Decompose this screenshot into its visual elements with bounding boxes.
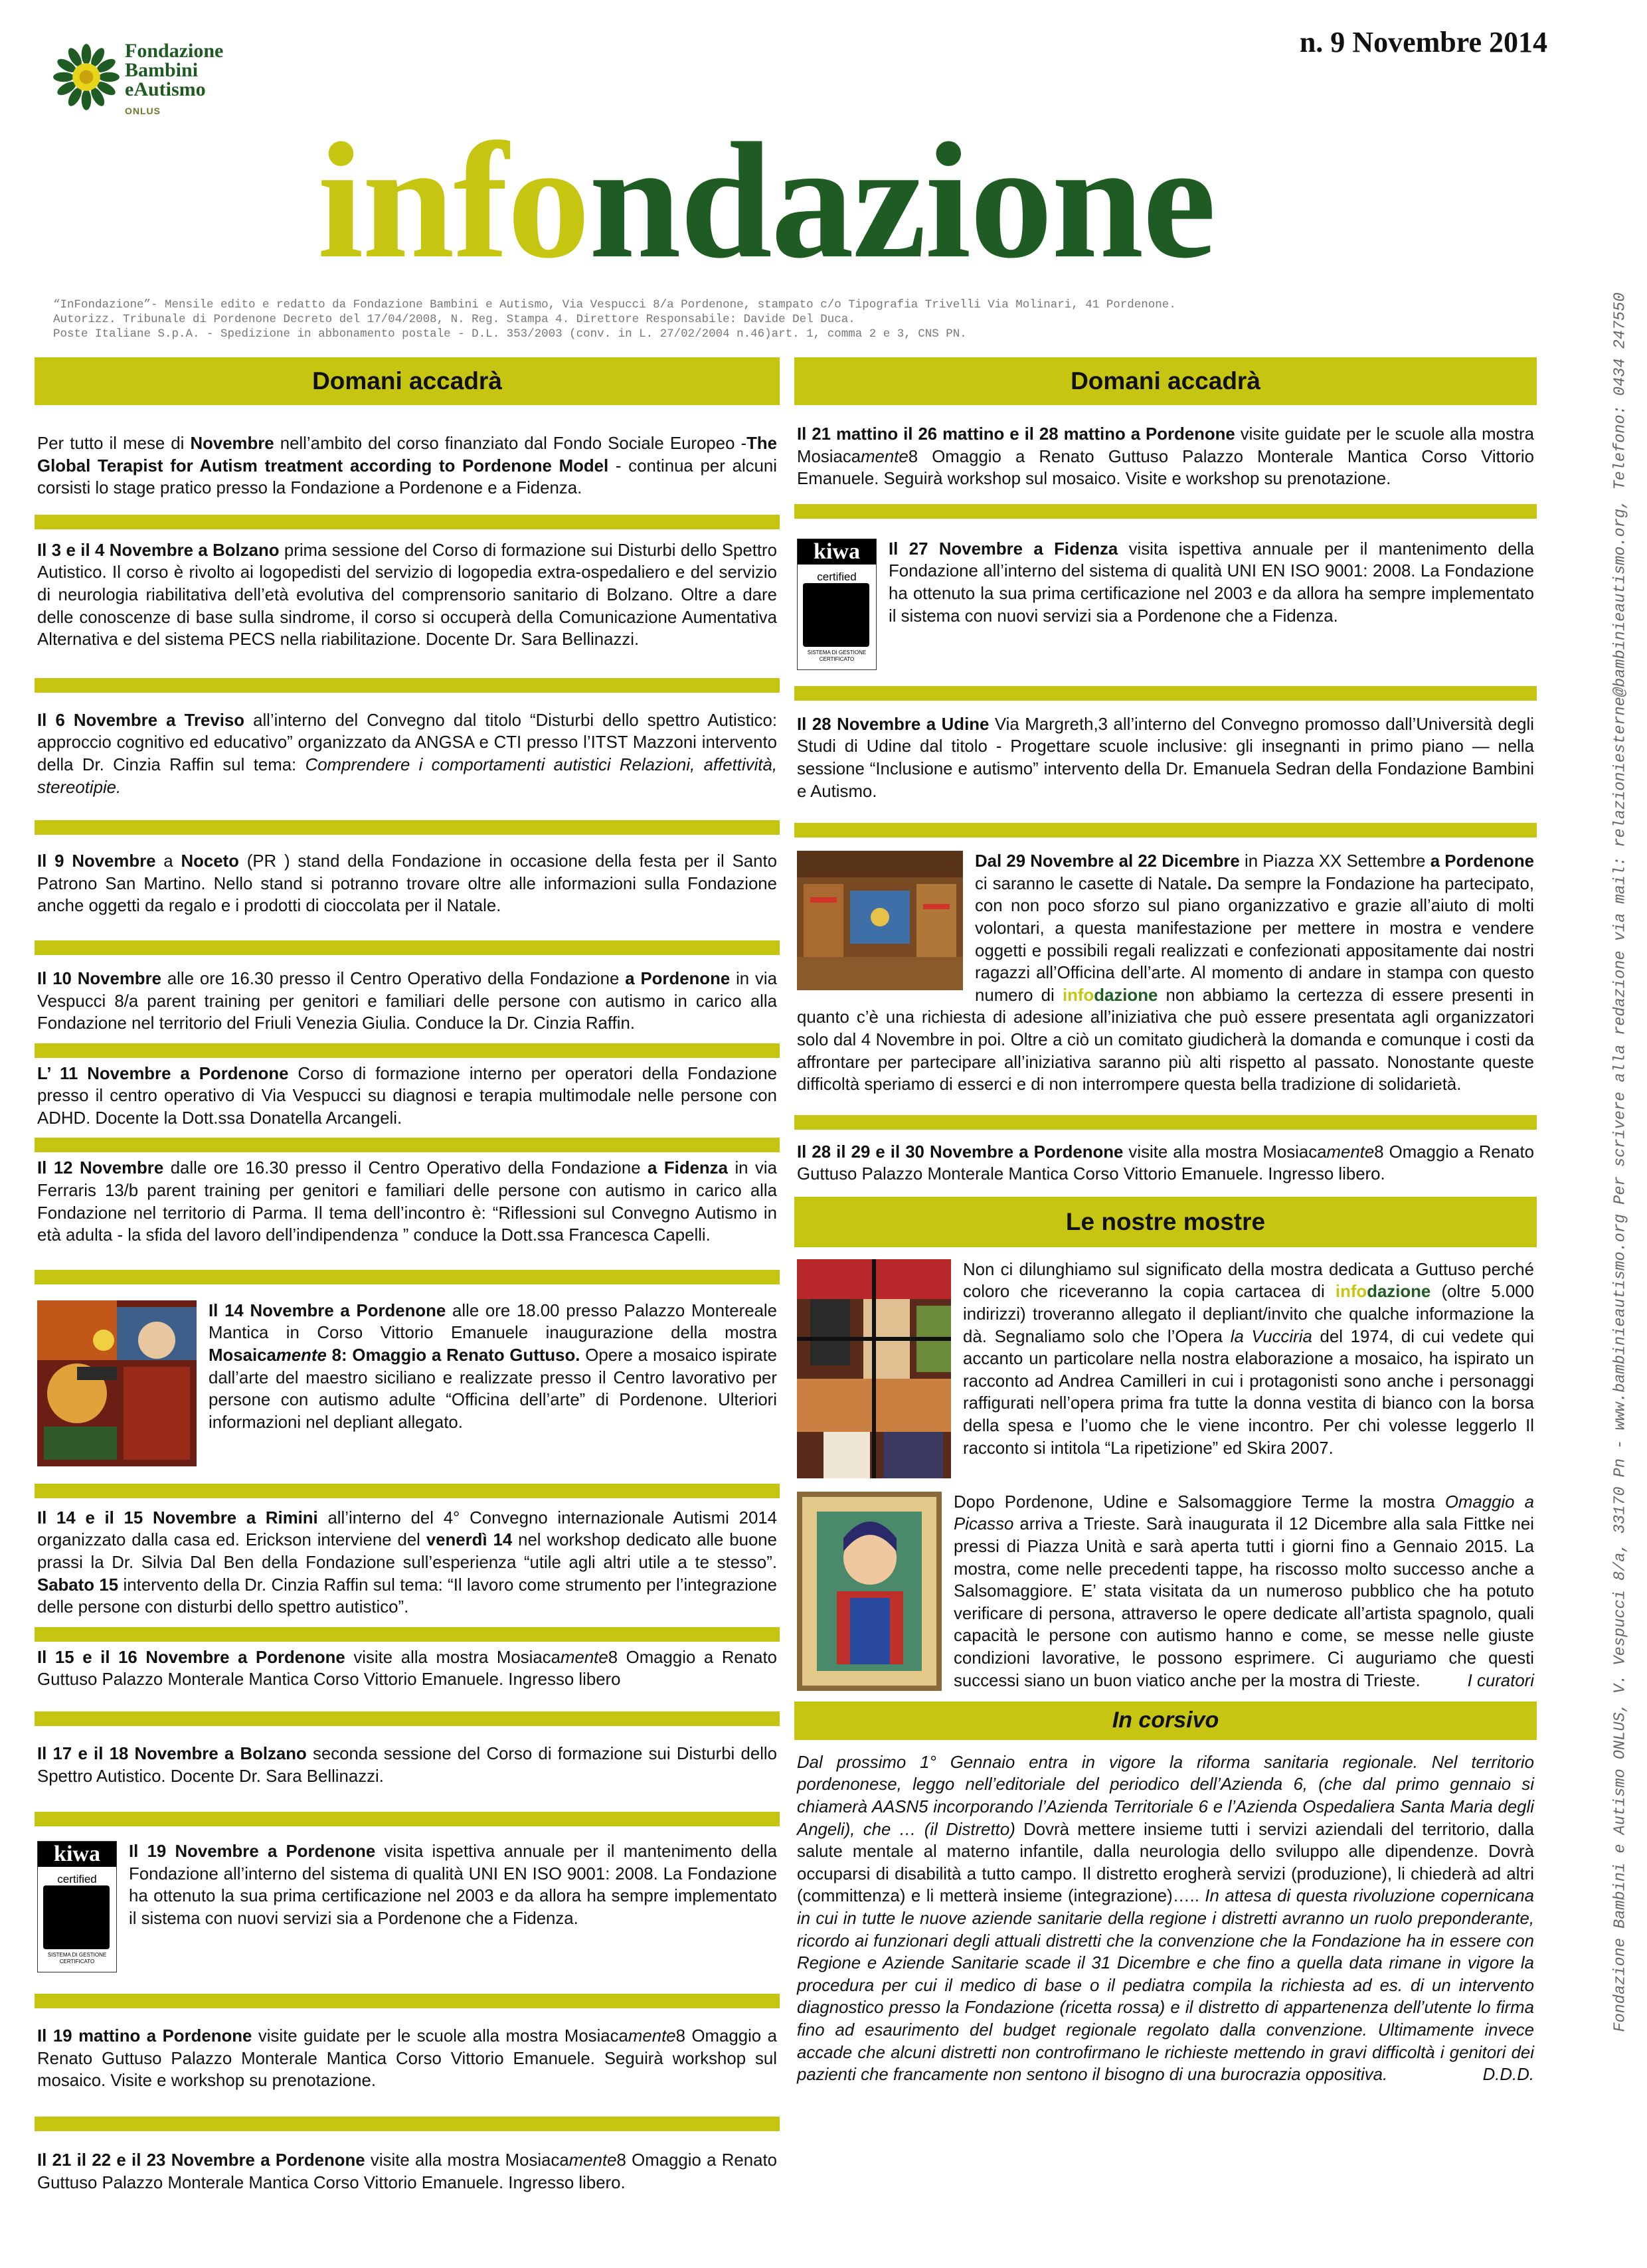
kiwa-certified-logo: kiwa certified SISTEMA DI GESTIONE CERTIFICATO xyxy=(797,539,877,670)
left-column xyxy=(35,357,780,2194)
news-item: Il 21 il 22 e il 23 Novembre a Pordenone visite alla mostra Mosiacamente8 Omaggio a Renato Guttuso Palazzo Monterale Mantica Corso Vittorio Emanuele. Ingresso libero. xyxy=(37,2150,777,2192)
section-header: Le nostre mostre xyxy=(794,1197,1537,1247)
separator-bar xyxy=(35,940,780,955)
mosaic-guttuso-photo xyxy=(37,1300,197,1466)
logo-line-4: ONLUS xyxy=(125,106,161,116)
signature: I curatori xyxy=(1467,1671,1534,1690)
news-item: Il 9 Novembre a Noceto (PR ) stand della Fondazione in occasione della festa per il Santo Patrono San Martino. Nello stand si potranno trovare oltre alle informazioni sulla Fondazione anche oggetti da regalo e i prodotti di cioccolata per il Natale. xyxy=(37,852,777,916)
imprint xyxy=(53,298,1501,341)
separator-bar xyxy=(794,686,1537,701)
contact-sidebar-text: Fondazione Bambini e Autismo ONLUS, V. Vespucci 8/a, 33170 Pn - www.bambinieautismo.org Per scrivere alla redazione via mail: relazioniesterne@bambinieautismo.org, Telefono: 0434 247550 xyxy=(1611,292,1630,2032)
separator-bar xyxy=(35,1484,780,1498)
news-item: Per tutto il mese di Novembre nell’ambito del corso finanziato dal Fondo Sociale Europeo -The Global Terapist for Autism treatment according to Pordenone Model - continua per alcuni corsisti lo stage pratico presso la Fondazione a Pordenone e a Fidenza. xyxy=(37,434,777,498)
right-column xyxy=(794,357,1537,2087)
separator-bar xyxy=(35,515,780,529)
separator-bar xyxy=(35,2117,780,2131)
foundation-logo xyxy=(52,40,278,120)
exhibit-item: Non ci dilunghiamo sul significato della mostra dedicata a Guttuso perché coloro che riceveranno la copia cartacea di infodazione (oltre 5.000 indirizzi) troveranno allegato il depliant/invito che qualche informazione la dà. Segnaliamo solo che l’Opera la Vucciria del 1974, di cui vedete qui accanto un particolare nella nostra elaborazione a mosaico, ha ispirato un racconto ad Andrea Camilleri in cui i protagonisti sono anche i personaggi raffigurati nell’opera prima fra tutte la donna vestita di bianco con la borsa della spesa e l’uomo che le viene incontro. Per chi volesse leggerlo Il racconto si intitola “La ripetizione” ed Skira 2007. xyxy=(794,1259,1537,1482)
news-item: kiwa certified SISTEMA DI GESTIONE CERTIFICATO Il 19 Novembre a Pordenone visita ispettiva annuale per il mantenimento della Fondazione all’interno del sistema di qualità UNI EN ISO 9001: 2008. La Fondazione ha ottenuto la sua prima certificazione nel 2003 e da allora ha sempre implementato il sistema con nuovi servizi sia a Pordenone che a Fidenza. xyxy=(35,1841,780,1976)
vucciria-mosaic-photo xyxy=(797,1259,951,1478)
brand-inline: infodazione xyxy=(1335,1282,1431,1302)
news-item: Il 14 Novembre a Pordenone alle ore 18.00 presso Palazzo Montereale Mantica in Corso Vittorio Emanuele inaugurazione della mostra Mosaicamente 8: Omaggio a Renato Guttuso. Opere a mosaico ispirate dall’arte del maestro siciliano e realizzate presso il Centro lavorativo per persone con autismo adulte “Officina dell’arte” di Pordenone. Ulteriori informazioni nel depliant allegato. xyxy=(35,1300,780,1470)
news-item: Il 6 Novembre a Treviso all’interno del Convegno dal titolo “Disturbi dello spettro Autistico: approccio cognitivo ed educativo” organizzato da ANGSA e CTI presso l’ITST Mazzoni intervento della Dr. Cinzia Raffin sul tema: Comprendere i comportamenti autistici Relazioni, affettività, stereotipie. xyxy=(37,711,777,797)
news-item: Il 19 mattino a Pordenone visite guidate per le scuole alla mostra Mosiacamente8 Omaggio a Renato Guttuso Palazzo Monterale Mantica Corso Vittorio Emanuele. Seguirà workshop sul mosaico. Visite e workshop su prenotazione. xyxy=(37,2027,778,2091)
separator-bar xyxy=(35,1627,780,1642)
separator-bar xyxy=(35,820,780,835)
separator-bar xyxy=(35,678,780,693)
separator-bar xyxy=(35,1812,780,1826)
contact-sidebar xyxy=(1601,73,1640,2251)
imprint-line: Poste Italiane S.p.A. - Spedizione in abbonamento postale - D.L. 353/2003 (conv. in L. 27/02/2004 n.46)art. 1, comma 2 e 3, CNS PN. xyxy=(53,327,967,341)
section-header: In corsivo xyxy=(794,1701,1537,1740)
picasso-mosaic-photo xyxy=(797,1492,942,1691)
news-item: Il 10 Novembre alle ore 16.30 presso il Centro Operativo della Fondazione a Pordenone in via Vespucci 8/a parent training per genitori e familiari delle persone con autismo in carico alla Fondazione nel territorio del Friuli Venezia Giulia. Conduce la Dr. Cinzia Raffin. xyxy=(37,969,777,1033)
news-item: Il 28 Novembre a Udine Via Margreth,3 all’interno del Convegno promosso dall’Università degli Studi di Udine dal titolo - Progettare scuole inclusive: gli insegnanti in primo piano — nella sessione “Inclusione e autismo” intervento della Dr. Emanuela Sedran della Fondazione Bambini e Autismo. xyxy=(797,715,1534,801)
signature: D.D.D. xyxy=(1482,2065,1534,2085)
logo-flower-icon xyxy=(52,43,121,112)
section-header: Domani accadrà xyxy=(794,357,1537,405)
news-item: Il 14 e il 15 Novembre a Rimini all’interno del 4° Convegno internazionale Autismi 2014 organizzato dalla casa ed. Erickson interviene del venerdì 14 nel workshop dedicato alle buone prassi la Dr. Silvia Dal Ben della Fondazione sull’esperienza “utile agli altri utile a te stesso”. Sabato 15 intervento della Dr. Cinzia Raffin sul tema: “Il lavoro come strumento per l’integrazione delle persone con disturbi dello spettro autistico”. xyxy=(37,1508,778,1617)
masthead-part-2: ndazione xyxy=(588,109,1215,293)
section-header: Domani accadrà xyxy=(35,357,780,405)
news-item: Dal 29 Novembre al 22 Dicembre in Piazza XX Settembre a Pordenone ci saranno le casette di Natale. Da sempre la Fondazione ha partecipato, con non poco sforzo sul piano organizzativo e grazie all’aiuto di molti volontari, a questa manifestazione per mettere in mostra e vendere oggetti e possibili regali realizzati e confezionati appositamente dai nostri ragazzi all’Officina dell’arte. Al momento di andare in stampa con questo numero di infodazione non abbiamo la certezza di essere presenti in quanto c’è una richiesta di adesione all’iniziativa che può essere presentata agli organizzatori solo dal 4 Novembre in poi. Oltre a ciò un comitato giudicherà la domanda e comunque i costi da affrontare per partecipare all’iniziativa saranno più alti rispetto al passato. Nonostante queste difficoltà speriamo di esserci e di non interrompere questa bella tradizione di solidarietà. xyxy=(797,852,1534,1094)
brand-inline: infodazione xyxy=(1062,986,1158,1005)
christmas-stand-photo xyxy=(797,851,963,990)
news-item: Il 12 Novembre dalle ore 16.30 presso il Centro Operativo della Fondazione a Fidenza in via Ferraris 13/b parent training per genitori e familiari delle persone con autismo in carico alla Fondazione nel territorio di Parma. Il tema dell’incontro è: “Riflessioni sul Convegno Autismo in età adulta - la sfida del lavoro dell’indipendenza ” conduce la Dott.ssa Francesca Capelli. xyxy=(37,1159,777,1245)
issue-number: n. 9 Novembre 2014 xyxy=(1299,26,1547,58)
separator-bar xyxy=(35,1138,780,1152)
news-item: Il 17 e il 18 Novembre a Bolzano seconda sessione del Corso di formazione sui Disturbi dello Spettro Autistico. Docente Dr. Sara Bellinazzi. xyxy=(37,1745,777,1786)
separator-bar xyxy=(794,1115,1537,1130)
kiwa-certified-logo: kiwa certified SISTEMA DI GESTIONE CERTIFICATO xyxy=(37,1841,117,1972)
masthead-part-1: info xyxy=(317,109,589,293)
logo-line-3: eAutismo xyxy=(125,78,206,100)
news-item: kiwa certified SISTEMA DI GESTIONE CERTIFICATO Il 27 Novembre a Fidenza visita ispettiva annuale per il mantenimento della Fondazione all’interno del sistema di qualità UNI EN ISO 9001: 2008. La Fondazione ha ottenuto la sua prima certificazione nel 2003 e da allora ha sempre implementato il sistema con nuovi servizi sia a Pordenone che a Fidenza. xyxy=(794,539,1537,674)
news-item: L’ 11 Novembre a Pordenone Corso di formazione interno per operatori della Fondazione presso il centro operativo di Via Vespucci su diagnosi e terapia multimodale nelle persone con ADHD. Docente la Dott.ssa Donatella Arcangeli. xyxy=(37,1064,778,1128)
news-item: Il 15 e il 16 Novembre a Pordenone visite alla mostra Mosiacamente8 Omaggio a Renato Guttuso Palazzo Monterale Mantica Corso Vittorio Emanuele. Ingresso libero xyxy=(37,1648,778,1690)
imprint-line: Autorizz. Tribunale di Pordenone Decreto del 17/04/2008, N. Reg. Stampa 4. Direttore Responsabile: Davide Del Duca. xyxy=(53,313,855,326)
news-item: Il 3 e il 4 Novembre a Bolzano prima sessione del Corso di formazione sui Disturbi dello Spettro Autistico. Il corso è rivolto ai logopedisti del servizio di logopedia extra-ospedaliero e del servizio di neurologia riabilitativa dell’età evolutiva del comprensorio sanitario di Bolzano. Oltre a dare delle conoscenze di base sulla sindrome, il corso si occuperà della Comunicazione Aumentativa Alternativa e del sistema PECS nella riabilitazione. Docente Dr. Sara Bellinazzi. xyxy=(37,541,777,650)
imprint-line: “InFondazione”- Mensile edito e redatto da Fondazione Bambini e Autismo, Via Vespucci 8/a Pordenone, stampato c/o Tipografia Trivelli Via Molinari, 41 Pordenone. xyxy=(53,298,1176,311)
news-item: Il 21 mattino il 26 mattino e il 28 mattino a Pordenone visite guidate per le scuole alla mostra Mosiacamente8 Omaggio a Renato Guttuso Palazzo Monterale Mantica Corso Vittorio Emanuele. Seguirà workshop sul mosaico. Visite e workshop su prenotazione. xyxy=(797,425,1534,489)
exhibit-item: Dopo Pordenone, Udine e Salsomaggiore Terme la mostra Omaggio a Picasso arriva a Trieste. Sarà inaugurata il 12 Dicembre alla sala Fittke nei pressi di Piazza Unità e sarà aperta tutti i giorni fino a Gennaio 2015. La mostra, come nelle precedenti tappe, ha riscosso molto successo anche a Salsomaggiore. E’ stata visitata da un numeroso pubblico che ha potuto verificare di persona, attraverso le opere dedicate all’artista spagnolo, quali capacità le persone con autismo hanno e come, se messe nelle giuste condizioni lavorative, le possono esprimere. Ci auguriamo che questi successi siano un buon viatico anche per la mostra di Trieste. I curatori xyxy=(794,1492,1537,1695)
logo-line-1: Fondazione xyxy=(125,40,224,62)
editorial-item: Dal prossimo 1° Gennaio entra in vigore la riforma sanitaria regionale. Nel territorio pordenonese, leggo nell’editoriale del periodico dell’Azienda 6, (che dal primo gennaio si chiamerà AASN5 incorporando l’Azienda Territoriale 6 e l’Azienda Ospedaliera Santa Maria degli Angeli), che … (il Distretto) Dovrà mettere insieme tutti i servizi aziendali del territorio, dalla salute mentale al materno infantile, dalla neurologia dello sviluppo alle dipendenze. Dovrà occuparsi di disabilità a tutto campo. Il distretto erogherà servizi (produzione), li chiederà ad altri (committenza) e li metterà insieme (integrazione)….. In attesa di questa rivoluzione copernicana in cui in tutte le nuove aziende sanitarie della regione i distretti avranno un ruolo preponderante, ricordo ai funzionari degli attuali distretti che la convenzione che la Fondazione ha in essere con Regione e Aziende Sanitarie scade il 31 Dicembre e che fino a quella data rimane in vigore la procedura per cui il medico di base o il pediatra compila la richiesta ad es. di un intervento diagnostico presso la Fondazione (ricetta rossa) e il distretto di appartenenza dell’utente lo firma fino ad esaurimento del budget regionale regolato dalla convenzione. Ultimamente invece accade che alcuni distretti non controfirmano le richieste mettendo in gravi difficoltà i genitori dei pazienti che francamente non sentono il bisogno di una burocrazia oppositiva. D.D.D. xyxy=(794,1752,1537,2087)
separator-bar xyxy=(35,1711,780,1726)
separator-bar xyxy=(794,504,1537,519)
logo-line-2: Bambini xyxy=(125,59,199,81)
masthead-title xyxy=(317,109,1215,293)
separator-bar xyxy=(794,823,1537,837)
separator-bar xyxy=(35,1994,780,2008)
separator-bar xyxy=(35,1043,780,1058)
separator-bar xyxy=(35,1270,780,1284)
news-item: Il 28 il 29 e il 30 Novembre a Pordenone visite alla mostra Mosiacamente8 Omaggio a Renato Guttuso Palazzo Monterale Mantica Corso Vittorio Emanuele. Ingresso libero. xyxy=(797,1142,1534,1184)
